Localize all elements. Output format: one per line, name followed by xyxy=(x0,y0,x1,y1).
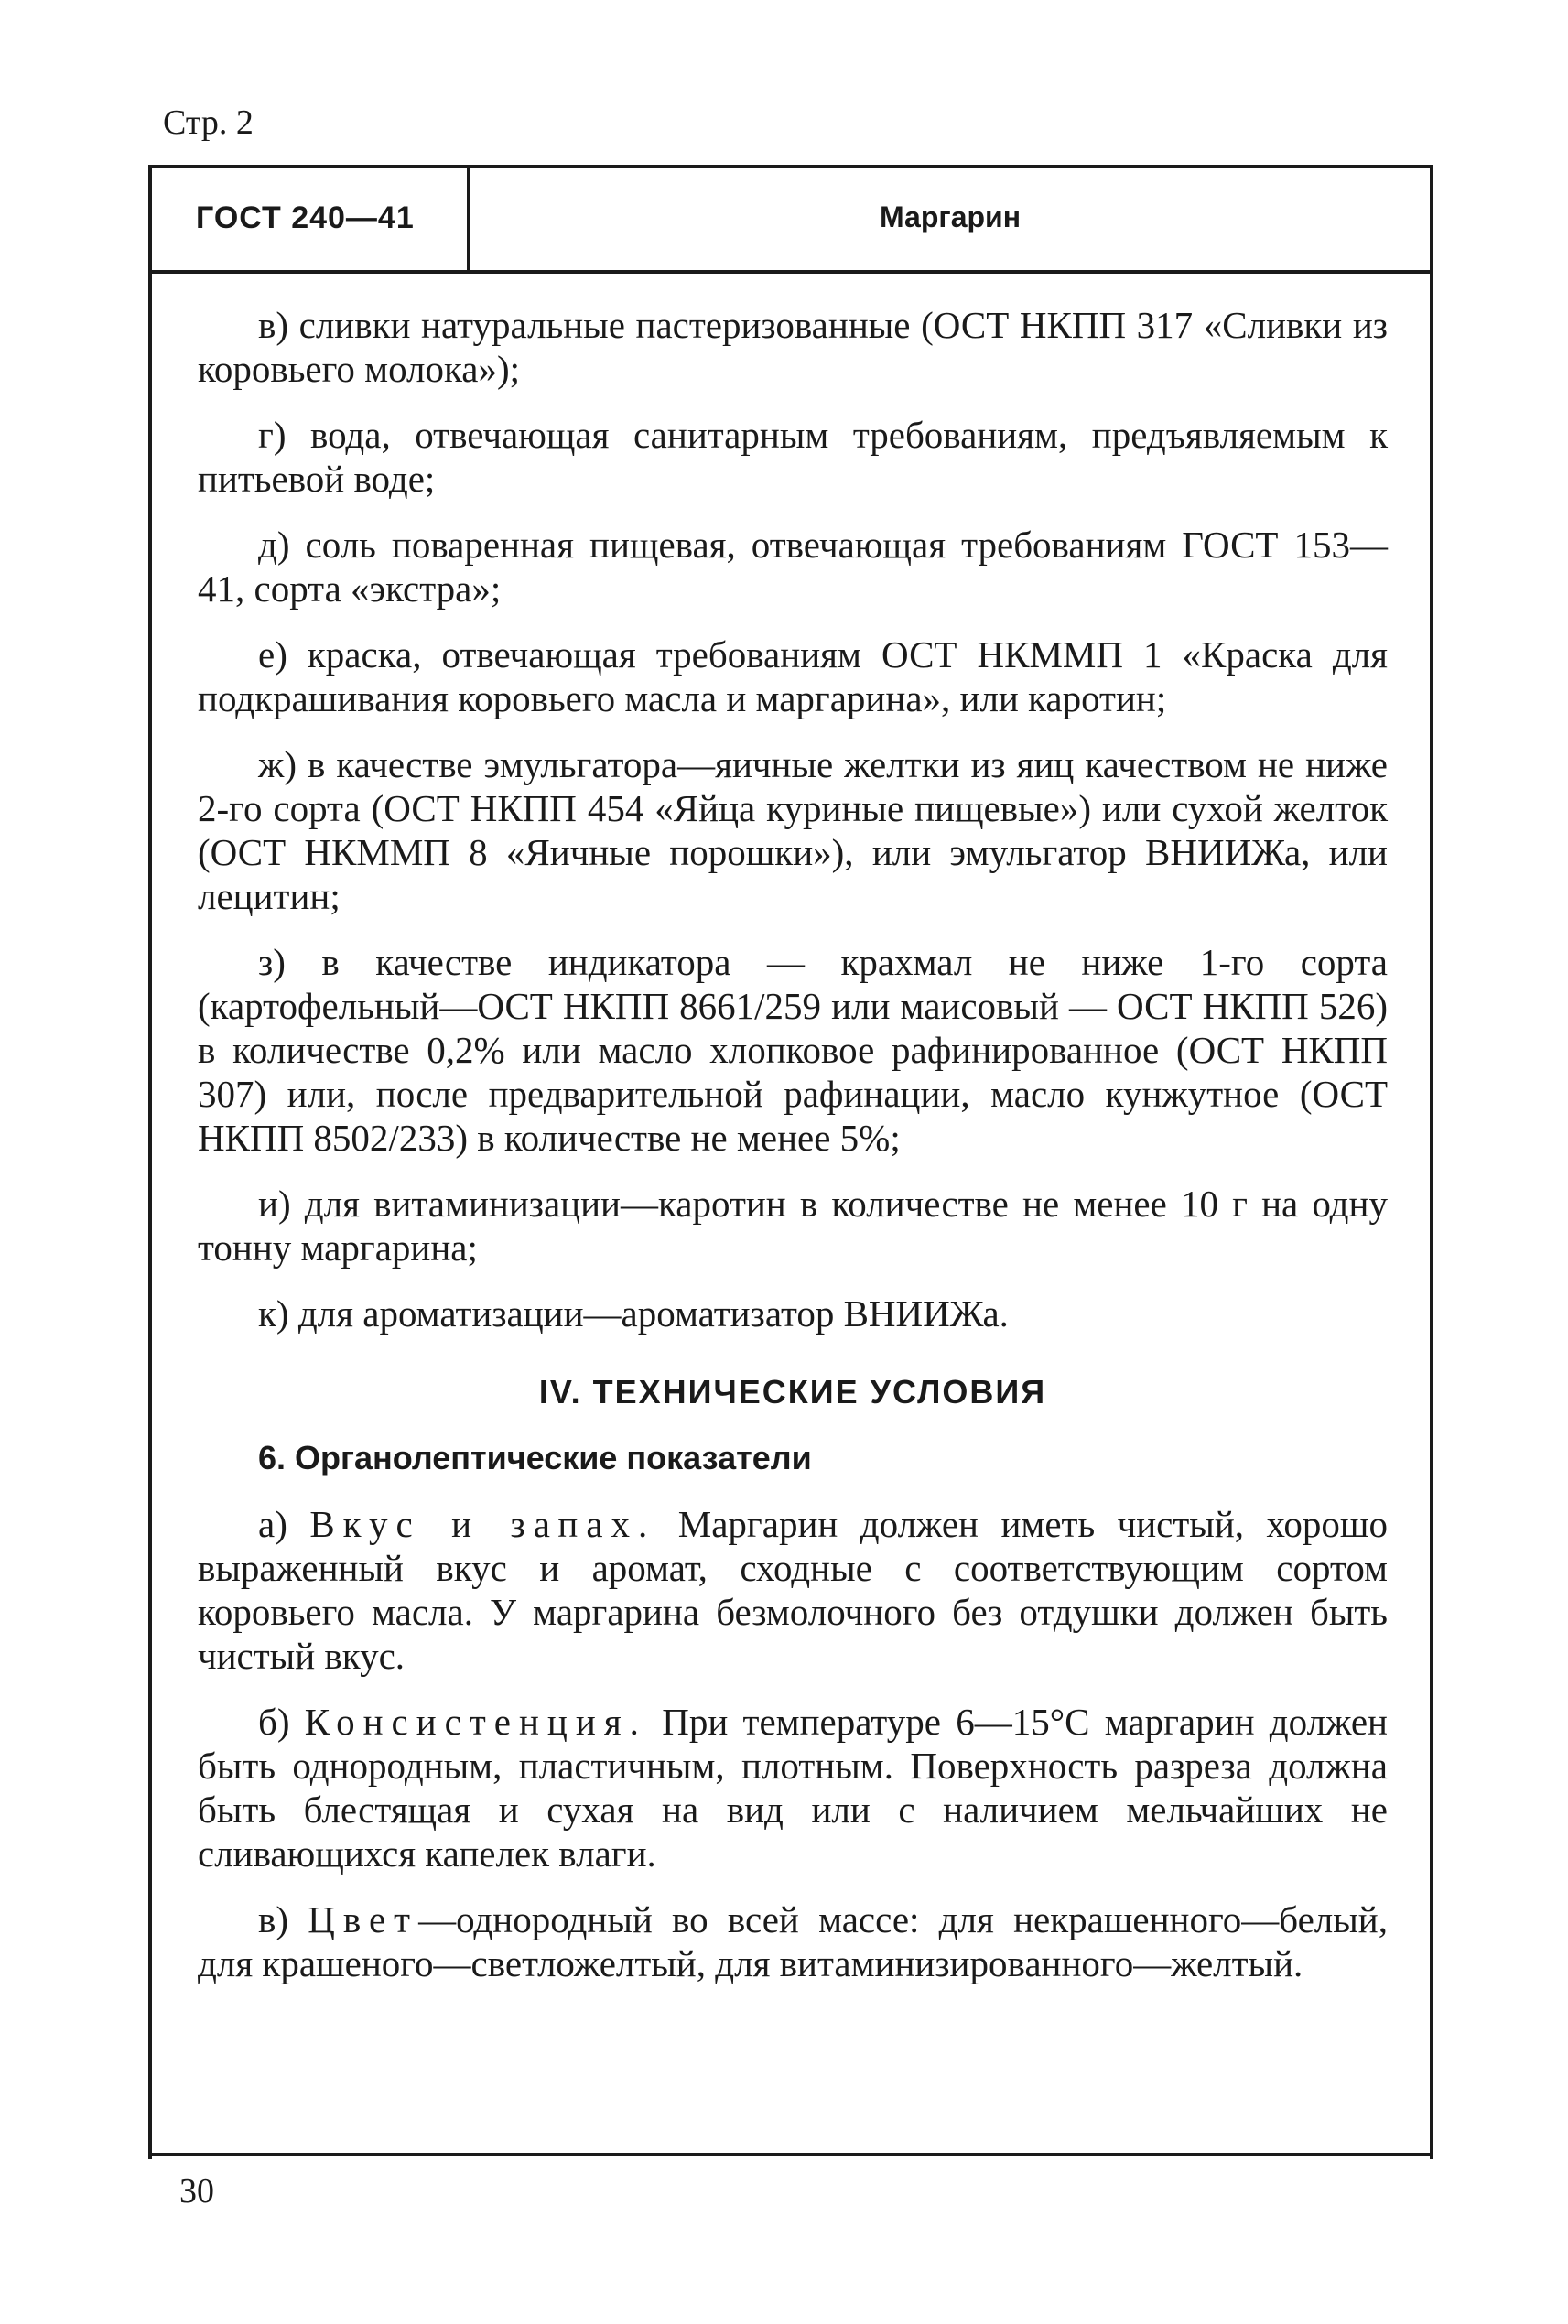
section-heading: IV. ТЕХНИЧЕСКИЕ УСЛОВИЯ xyxy=(538,1373,1047,1411)
page-number-bottom: 30 xyxy=(179,2172,214,2211)
sub-heading: 6. Органолептические показатели xyxy=(258,1439,812,1476)
item-e: е) краска, отвечающая требованиям ОСТ НКММП 1 «Краска для подкрашивания коровьего масла и маргарина», или каротин; xyxy=(198,633,1388,719)
item-k: к) для ароматизации—ароматизатор ВНИИЖа. xyxy=(258,1292,1009,1335)
header-row xyxy=(152,168,1430,270)
clause-v-prefix: в) xyxy=(258,1898,308,1940)
document-body xyxy=(198,303,1388,2007)
clause-v xyxy=(198,1897,1388,1985)
page-number-top: Стр. 2 xyxy=(163,103,254,142)
clause-b-text: При температуре 6—15°С маргарин должен быть однородным, пластичным, плотным. Поверхность разреза должна быть блестящая и сухая на вид или с наличием мельчайших не сливающихся капелек влаги. xyxy=(198,1701,1389,1875)
header-underline xyxy=(152,270,1430,274)
clause-a-text: Маргарин должен иметь чистый, хорошо выраженный вкус и аромат, сходные с соответствующим сортом коровьего масла. У маргарина безмолочного без отдушки должен быть чистый вкус. xyxy=(198,1503,1388,1677)
item-g: г) вода, отвечающая санитарным требованиям, предъявляемым к питьевой воде; xyxy=(198,414,1388,500)
clause-v-term: Цвет xyxy=(308,1898,419,1940)
clause-b xyxy=(198,1700,1388,1875)
clause-a-prefix: а) xyxy=(258,1503,310,1545)
document-frame xyxy=(148,165,1433,2159)
item-zh: ж) в качестве эмульгатора—яичные желтки из яиц качеством не ниже 2-го сорта (ОСТ НКПП 454 «Яйца куриные пищевые») или сухой желток (ОСТ НКММП 8 «Яичные порошки»), или эмульгатор ВНИИЖа, или лецитин; xyxy=(198,743,1388,917)
clause-a-term: Вкус и запах. xyxy=(309,1503,656,1545)
item-z: з) в качестве индикатора — крахмал не ниже 1-го сорта (картофельный—ОСТ НКПП 8661/259 или маисовый — ОСТ НКПП 526) в количестве 0,2% или масло хлопковое рафинированное (ОСТ НКПП 307) или, после предварительной рафинации, масло кунжутное (ОСТ НКПП 8502/233) в количестве не менее 5%; xyxy=(198,941,1388,1159)
item-v: в) сливки натуральные пастеризованные (ОСТ НКПП 317 «Сливки из коровьего молока»); xyxy=(198,304,1388,390)
gost-code: ГОСТ 240—41 xyxy=(196,200,415,235)
document-title: Маргарин xyxy=(879,200,1022,233)
item-d: д) соль поваренная пищевая, отвечающая требованиям ГОСТ 153—41, сорта «экстра»; xyxy=(198,524,1388,610)
clause-b-term: Консистенция. xyxy=(304,1701,647,1743)
footer-line xyxy=(148,2153,1430,2156)
clause-a xyxy=(198,1502,1388,1678)
item-i: и) для витаминизации—каротин в количестве не менее 10 г на одну тонну маргарина; xyxy=(198,1183,1388,1269)
clause-b-prefix: б) xyxy=(258,1701,305,1743)
clause-v-text: —однородный во всей массе: для некрашенного—белый, для крашеного—светложелтый, для витаминизированного—желтый. xyxy=(198,1898,1388,1984)
